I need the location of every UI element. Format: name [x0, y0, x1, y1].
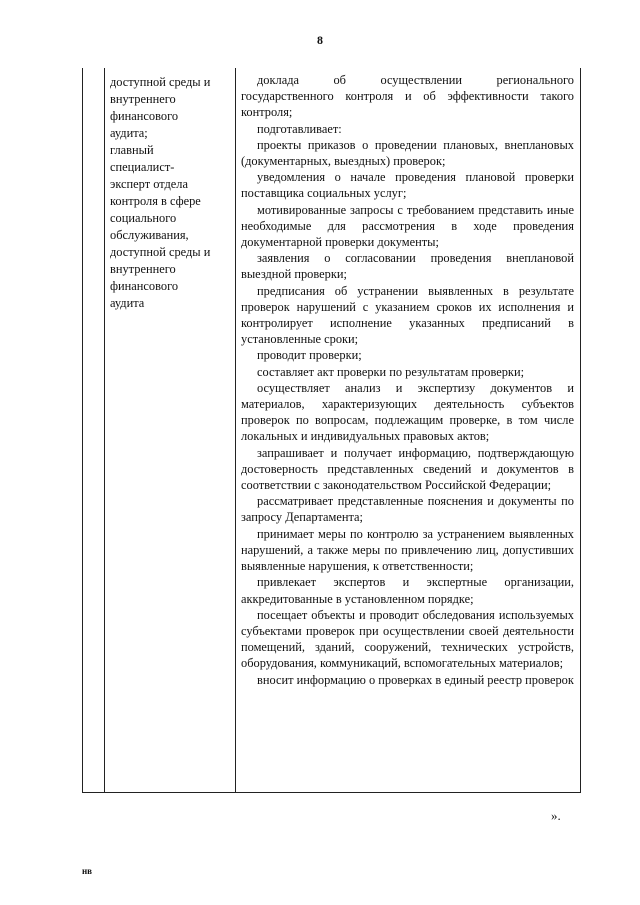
duty-paragraph: доклада об осуществлении регионального государственного контроля и об эффективности такого контроля; [241, 73, 574, 120]
duty-paragraph: посещает объекты и проводит обследования используемых субъектами проверок при осуществлении своей деятельности помещений, зданий, сооружений, технических устройств, оборудования, коммуникаций, вспомогательных материалов; [241, 607, 574, 671]
position-title-line: внутреннего [110, 262, 176, 276]
duty-paragraph: рассматривает представленные пояснения и документы по запросу Департамента; [241, 494, 574, 525]
position-title-line: главный [110, 143, 154, 157]
position-title-cell [110, 74, 234, 312]
position-title-line: специалист- [110, 160, 175, 174]
position-title-line: аудита; [110, 126, 148, 140]
duty-paragraph: проводит проверки; [257, 348, 362, 363]
position-title-line: доступной среды и [110, 75, 211, 89]
position-title-line: контроля в сфере [110, 194, 201, 208]
footer-code: нв [82, 866, 93, 876]
position-title-line: аудита [110, 296, 145, 310]
duty-paragraph: подготавливает: [257, 121, 342, 136]
duty-paragraph: уведомления о начале проведения плановой проверки поставщика социальных услуг; [241, 170, 574, 201]
duty-paragraph: осуществляет анализ и экспертизу документов и материалов, характеризующих деятельность субъектов проверок по вопросам, подлежащим проверке, в том числе локальных и индивидуальных правовых актов; [241, 380, 574, 444]
responsibilities-table [82, 68, 581, 793]
duty-paragraph: проекты приказов о проведении плановых, внеплановых (документарных, выездных) проверок; [241, 137, 574, 169]
position-title-line: социального [110, 211, 177, 225]
column-divider-middle [235, 68, 236, 792]
duty-paragraph: мотивированные запросы с требованием представить иные необходимые для рассмотрения в ходе проведения документарной проверки документы; [241, 202, 574, 250]
position-title-line: финансового [110, 279, 179, 293]
duty-paragraph: составляет акт проверки по результатам проверки; [257, 364, 525, 379]
closing-quote-mark: ». [551, 808, 561, 823]
duty-paragraph: предписания об устранении выявленных в результате проверок нарушений с указанием сроков их исполнения и контролирует исполнение указанных предписаний в установленные сроки; [241, 283, 574, 347]
page-number: 8 [317, 33, 323, 47]
duty-paragraph: заявления о согласовании проведения внеплановой выездной проверки; [241, 251, 574, 282]
duty-paragraph: принимает меры по контролю за устранением выявленных нарушений, а также меры по привлечению лиц, допустивших выявленные нарушения, к ответственности; [241, 526, 574, 574]
duty-paragraph: вносит информацию о проверках в единый реестр проверок [257, 672, 574, 687]
position-title-line: эксперт отдела [110, 177, 188, 191]
duties-cell [241, 72, 574, 688]
position-title-line: финансового [110, 109, 179, 123]
position-title-line: доступной среды и [110, 245, 211, 259]
position-title-line: внутреннего [110, 92, 176, 106]
duty-paragraph: запрашивает и получает информацию, подтверждающую достоверность представленных сведений и документов в соответствии с законодательством Российской Федерации; [241, 445, 574, 493]
column-divider-left [104, 68, 105, 792]
position-title-line: обслуживания, [110, 228, 189, 242]
duty-paragraph: привлекает экспертов и экспертные организации, аккредитованные в установленном порядке; [241, 575, 574, 606]
